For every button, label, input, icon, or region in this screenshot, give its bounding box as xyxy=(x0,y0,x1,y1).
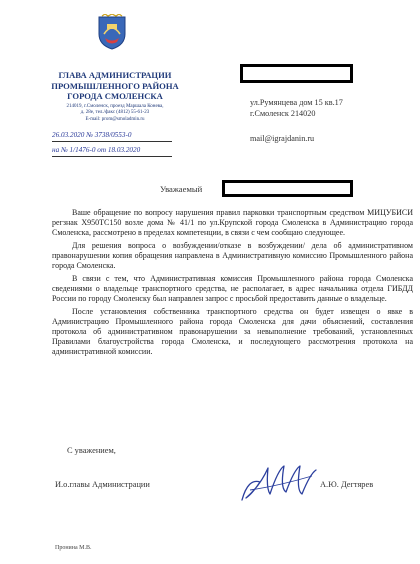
registration-underline xyxy=(52,156,172,157)
registration-underline xyxy=(52,141,172,142)
body-paragraph: Ваше обращение по вопросу нарушения правил парковки транспортным средством МИЦУБИСИ регзнак Х950ТС150 возле дома № 41/1 по ул.Крупской города Смоленска в Администрацию города Смоленска, рассмотрено в пределах компетенции, в связи с чем сообщаю следующее. xyxy=(52,208,413,237)
registration-number xyxy=(52,131,202,145)
signer-name: А.Ю. Дегтярев xyxy=(320,480,374,489)
organization-block xyxy=(46,70,184,123)
body-paragraph: После установления собственника транспортного средства он будет извещен о явке в Администрацию Промышленного района города Смоленска для дачи объяснений, составления протокола об административном правонарушении за невыполнение требований, установленных Правилами благоустройства города Смоленска, и последующего рассмотрения протокола на административной комиссии. xyxy=(52,307,413,356)
signer-position: И.о.главы Администрации xyxy=(55,480,150,489)
letter-body xyxy=(52,208,413,360)
org-address xyxy=(46,104,184,124)
recipient-address-line: ул.Румянцева дом 15 кв.17 xyxy=(250,98,343,107)
handwritten-signature xyxy=(238,460,320,510)
recipient-email: mail@igrajdanin.ru xyxy=(250,134,315,143)
org-address-line: д. 28е, тел./факс (4812) 55-61-23 xyxy=(80,110,150,116)
org-name-line: ГЛАВА АДМИНИСТРАЦИИ xyxy=(58,70,172,80)
org-address-line: E-mail: prom@smoladmin.ru xyxy=(85,116,145,122)
registration-reply-number xyxy=(52,146,202,160)
salutation: Уважаемый xyxy=(160,184,203,194)
org-address-line: 214019, г.Смоленск, проезд Маршала Конева, xyxy=(66,103,164,109)
executor-name: Пронина М.В. xyxy=(55,545,92,551)
registration-reply-text: на № 1/1476-0 от 18.03.2020 xyxy=(52,146,141,154)
recipient-address-line: г.Смоленск 214020 xyxy=(250,109,316,118)
org-name-line: ПРОМЫШЛЕННОГО РАЙОНА xyxy=(51,80,179,91)
body-paragraph: В связи с тем, что Административная комиссия Промышленного района города Смоленска сведениями о владельце транспортного средства, не располагает, в адрес начальника отдела ГИБДД России по городу Смоленску был направлен запрос с просьбой предоставить данные о владельце. xyxy=(52,274,413,303)
recipient-address xyxy=(250,97,343,119)
closing-phrase: С уважением, xyxy=(67,446,116,455)
redacted-recipient-name xyxy=(240,64,353,83)
coat-of-arms-icon xyxy=(96,14,128,50)
redacted-salutation-name xyxy=(222,180,353,197)
org-name-line: ГОРОДА СМОЛЕНСКА xyxy=(67,91,163,101)
registration-number-text: 26.03.2020 № 3738/0553-0 xyxy=(52,131,132,139)
body-paragraph: Для решения вопроса о возбуждении/отказе в возбуждении/ дела об административном правонарушении копия обращения направлена в Административную комиссию Промышленного района города Смоленска. xyxy=(52,241,413,270)
